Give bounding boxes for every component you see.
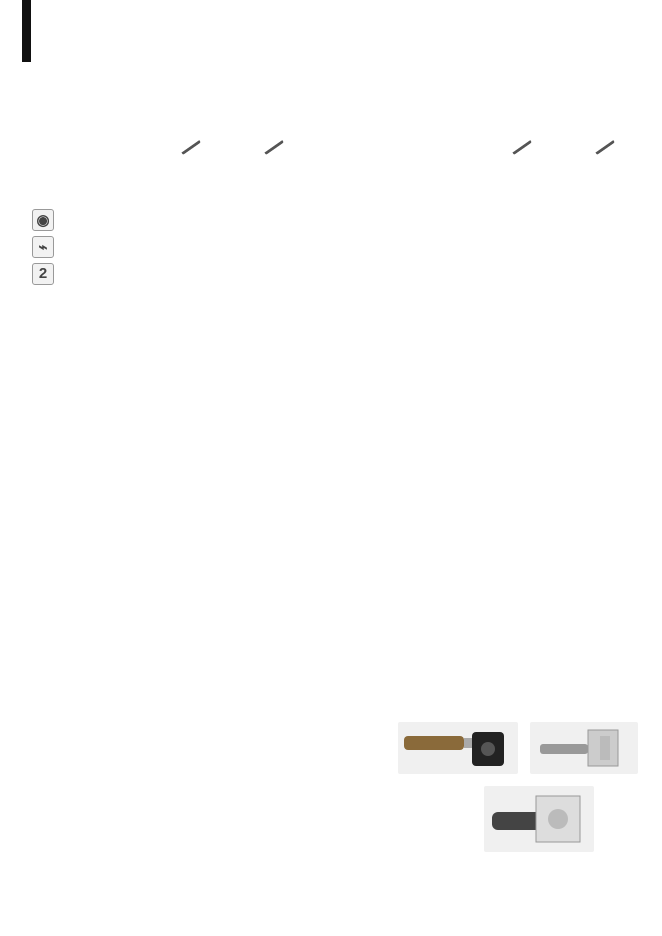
extended-range-icon: 2	[32, 263, 54, 285]
bracket-kb4f-photo	[484, 786, 594, 852]
sensor-icon-1	[148, 120, 231, 150]
legend-optical-setup	[32, 206, 142, 233]
cable-icon	[589, 131, 615, 155]
quick-change-icon: ⌁	[32, 236, 54, 258]
bracket-bs1-photo	[398, 722, 518, 774]
sensor-icon-3	[313, 120, 396, 150]
cable-icon	[175, 131, 201, 155]
cable-icon	[258, 131, 284, 155]
sensor-icon-2	[231, 120, 314, 150]
eye-icon: ◉	[32, 209, 54, 231]
legend-quick-change	[32, 233, 142, 260]
sensor-icons-row	[148, 120, 644, 150]
sensor-icon-6	[561, 120, 644, 150]
feature-legend	[32, 206, 142, 287]
dimension-drawings	[148, 195, 644, 335]
sensor-icon-4	[396, 120, 479, 150]
cable-icon	[506, 131, 532, 155]
bracket-hw1-photo	[530, 722, 638, 774]
sensor-icon-5	[479, 120, 562, 150]
title-bar-accent	[22, 0, 31, 62]
legend-extended-range	[32, 260, 142, 287]
